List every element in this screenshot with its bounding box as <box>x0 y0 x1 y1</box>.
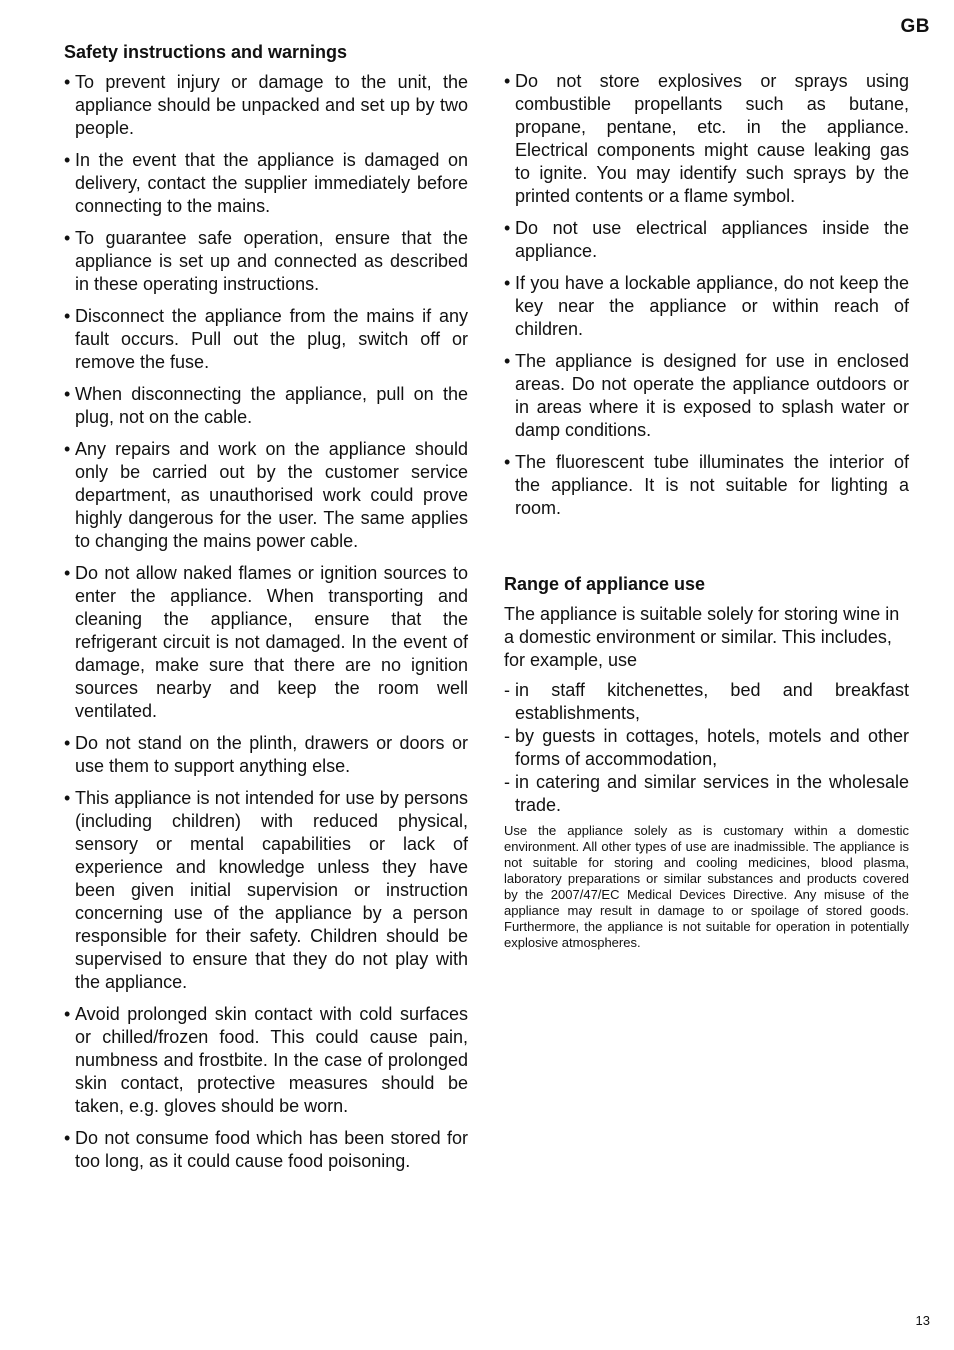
safety-bullet-list-continued <box>504 70 909 520</box>
list-item: • To guarantee safe operation, ensure that the appliance is set up and connected as described in these operating instructions. <box>64 227 468 296</box>
list-item: • Disconnect the appliance from the mains if any fault occurs. Pull out the plug, switch off or remove the fuse. <box>64 305 468 374</box>
list-item: • Do not consume food which has been stored for too long, as it could cause food poisoning. <box>64 1127 468 1173</box>
list-item: • Do not use electrical appliances inside the appliance. <box>504 217 909 263</box>
list-item: • Do not store explosives or sprays using combustible propellants such as butane, propane, pentane, etc. in the appliance. Electrical components might cause leaking gas to ignite. You may identify such sprays by the printed contents or a flame symbol. <box>504 70 909 208</box>
list-item: • Any repairs and work on the appliance should only be carried out by the customer service department, as unauthorised work could prove highly dangerous for the user. The same applies to changing the mains power cable. <box>64 438 468 553</box>
list-item: • In the event that the appliance is damaged on delivery, contact the supplier immediately before connecting to the mains. <box>64 149 468 218</box>
safety-bullet-list <box>64 71 468 1173</box>
range-intro: The appliance is suitable solely for storing wine in a domestic environment or similar. This includes, for example, use <box>504 604 900 670</box>
list-item: • If you have a lockable appliance, do not keep the key near the appliance or within reach of children. <box>504 272 909 341</box>
list-item: • When disconnecting the appliance, pull on the plug, not on the cable. <box>64 383 468 429</box>
section-heading-range: Range of appliance use <box>504 574 706 594</box>
range-list <box>504 679 909 817</box>
list-item: - in catering and similar services in the wholesale trade. <box>504 771 909 817</box>
page-number: 13 <box>915 1313 930 1328</box>
list-item: • The fluorescent tube illuminates the interior of the appliance. It is not suitable for lighting a room. <box>504 451 909 520</box>
list-item: • This appliance is not intended for use by persons (including children) with reduced physical, sensory or mental capabilities or lack of experience and knowledge unless they have been given initial supervision or instruction concerning use of the appliance by a person responsible for their safety. Children should be supervised to ensure that they do not play with the appliance. <box>64 787 468 994</box>
language-code: GB <box>900 16 930 37</box>
list-item: • Avoid prolonged skin contact with cold surfaces or chilled/frozen food. This could cause pain, numbness and frostbite. In the case of prolonged skin contact, protective measures should be taken, e.g. gloves should be worn. <box>64 1003 468 1118</box>
list-item: - by guests in cottages, hotels, motels and other forms of accommodation, <box>504 725 909 771</box>
list-item: • The appliance is designed for use in enclosed areas. Do not operate the appliance outdoors or in areas where it is exposed to splash water or damp conditions. <box>504 350 909 442</box>
list-item: • Do not stand on the plinth, drawers or doors or use them to support anything else. <box>64 732 468 778</box>
list-item: - in staff kitchenettes, bed and breakfast establishments, <box>504 679 909 725</box>
section-heading-safety: Safety instructions and warnings <box>64 42 348 62</box>
list-item: • Do not allow naked flames or ignition sources to enter the appliance. When transporting and cleaning the appliance, ensure that the refrigerant circuit is not damaged. In the event of damage, make sure that there are no ignition sources nearby and keep the room well ventilated. <box>64 562 468 723</box>
list-item: • To prevent injury or damage to the unit, the appliance should be unpacked and set up by two people. <box>64 71 468 140</box>
range-section <box>504 572 909 951</box>
left-column <box>64 40 468 1182</box>
small-print: Use the appliance solely as is customary within a domestic environment. All other types of use are inadmissible. The appliance is not suitable for storing and cooling medicines, blood plasma, laboratory preparations or similar substances and products covered by the 2007/47/EC Medical Devices Directive. Any misuse of the appliance may result in damage to or spoilage of stored goods. Furthermore, the appliance is not suitable for operation in potentially explosive atmospheres. <box>504 823 909 950</box>
right-column <box>504 70 909 951</box>
